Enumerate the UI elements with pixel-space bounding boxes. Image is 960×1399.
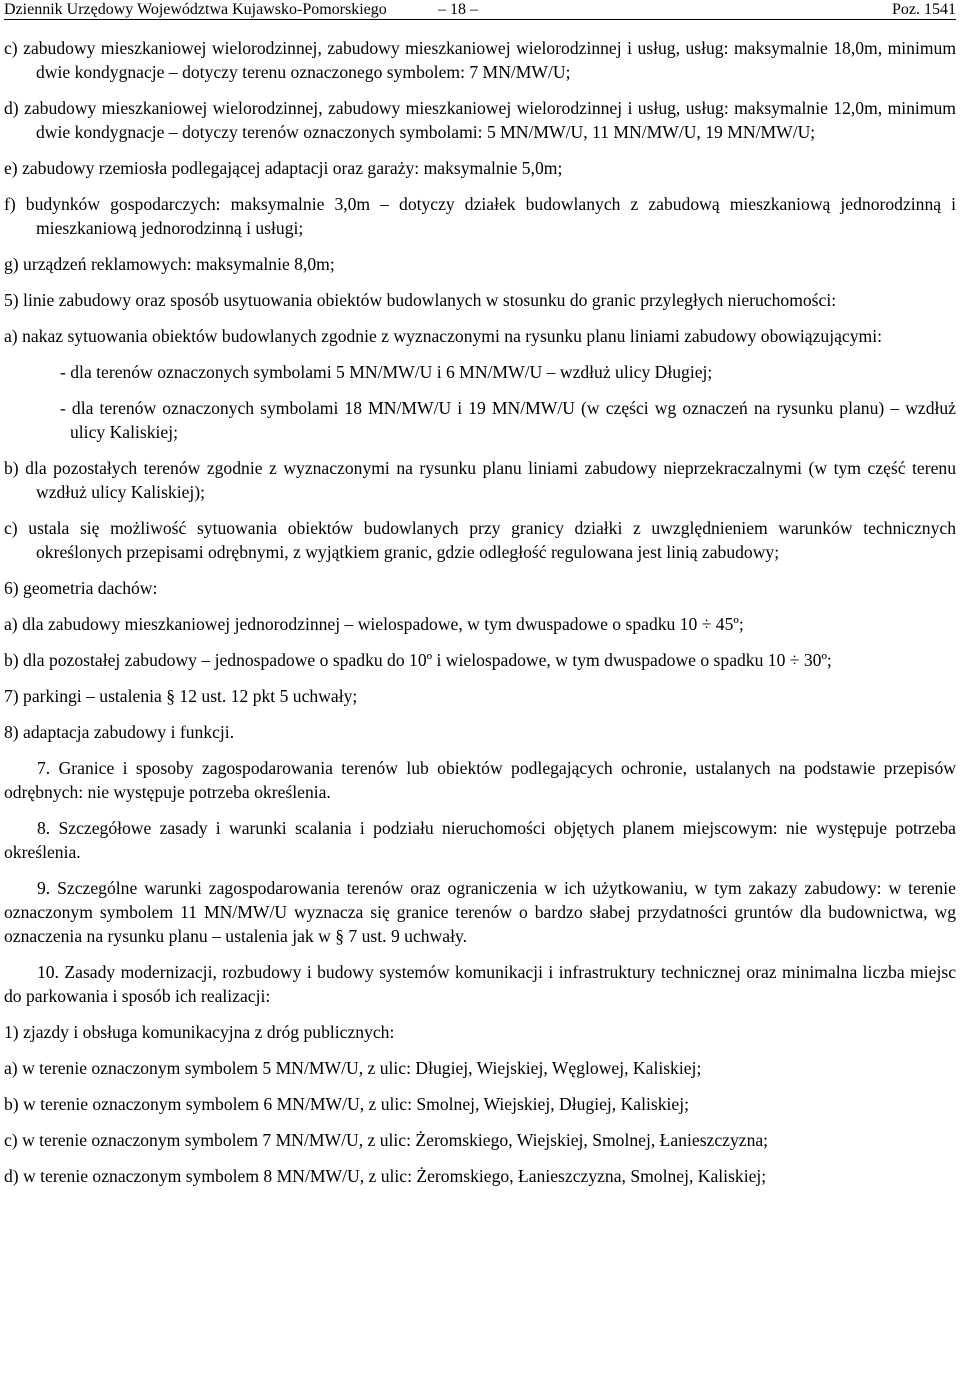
section-8-land-division: 8. Szczegółowe zasady i warunki scalania i podziału nieruchomości objętych planem miejscowym: nie występuje potrzeba określenia. xyxy=(4,818,956,862)
item-g-height: g) urządzeń reklamowych: maksymalnie 8,0m; xyxy=(4,254,335,274)
item-d-height: d) zabudowy mieszkaniowej wielorodzinnej, zabudowy mieszkaniowej wielorodzinnej i usług, usług: maksymalnie 12,0m, minimum dwie kondygnacje – dotyczy terenów oznaczonych symbolami: 5 MN/MW/U, 11 MN/MW/U, 19 MN/MW/U; xyxy=(4,98,956,142)
point-1-access: 1) zjazdy i obsługa komunikacyjna z dróg publicznych: xyxy=(4,1022,395,1042)
bullet-dluga-street: - dla terenów oznaczonych symbolami 5 MN/MW/U i 6 MN/MW/U – wzdłuż ulicy Długiej; xyxy=(60,362,713,382)
item-a-building-lines: a) nakaz sytuowania obiektów budowlanych zgodnie z wyznaczonymi na rysunku planu liniami zabudowy obowiązującymi: xyxy=(4,326,882,346)
section-9-restrictions: 9. Szczególne warunki zagospodarowania terenów oraz ograniczenia w ich użytkowaniu, w tym zakazy zabudowy: w terenie oznaczonym symbolem 11 MN/MW/U wyznacza się granice terenów o bardzo słabej przydatności gruntów dla budownictwa, wg oznaczenia na rysunku planu – ustalenia jak w § 7 ust. 9 uchwały. xyxy=(4,878,956,946)
document-body xyxy=(4,36,956,1200)
item-a-roofs: a) dla zabudowy mieszkaniowej jednorodzinnej – wielospadowe, w tym dwuspadowe o spadku 10 ÷ 45º; xyxy=(4,614,744,634)
header-rule xyxy=(4,19,956,20)
item-e-height: e) zabudowy rzemiosła podlegającej adaptacji oraz garaży: maksymalnie 5,0m; xyxy=(4,158,563,178)
page-number: – 18 – xyxy=(438,1,478,18)
item-b-access: b) w terenie oznaczonym symbolem 6 MN/MW/U, z ulic: Smolnej, Wiejskiej, Długiej, Kaliskiej; xyxy=(4,1094,689,1114)
journal-title: Dziennik Urzędowy Województwa Kujawsko-Pomorskiego xyxy=(4,1,387,18)
bullet-kaliska-street: - dla terenów oznaczonych symbolami 18 MN/MW/U i 19 MN/MW/U (w części wg oznaczeń na rysunku planu) – wzdłuż ulicy Kaliskiej; xyxy=(60,398,956,442)
item-a-access: a) w terenie oznaczonym symbolem 5 MN/MW/U, z ulic: Długiej, Wiejskiej, Węglowej, Kaliskiej; xyxy=(4,1058,702,1078)
point-8-adaptation: 8) adaptacja zabudowy i funkcji. xyxy=(4,722,235,742)
point-7-parking: 7) parkingi – ustalenia § 12 ust. 12 pkt 5 uchwały; xyxy=(4,686,358,706)
point-5-building-lines: 5) linie zabudowy oraz sposób usytuowania obiektów budowlanych w stosunku do granic przyległych nieruchomości: xyxy=(4,290,837,310)
section-10-infrastructure: 10. Zasady modernizacji, rozbudowy i budowy systemów komunikacji i infrastruktury technicznej oraz minimalna liczba miejsc do parkowania i sposób ich realizacji: xyxy=(4,962,956,1006)
point-6-roof-geometry: 6) geometria dachów: xyxy=(4,578,158,598)
section-7-protection: 7. Granice i sposoby zagospodarowania terenów lub obiektów podlegających ochronie, ustalanych na podstawie przepisów odrębnych: nie występuje potrzeba określenia. xyxy=(4,758,956,802)
position-number: Poz. 1541 xyxy=(892,1,956,18)
item-d-access: d) w terenie oznaczonym symbolem 8 MN/MW/U, z ulic: Żeromskiego, Łanieszczyzna, Smolnej, Kaliskiej; xyxy=(4,1166,767,1186)
item-f-height: f) budynków gospodarczych: maksymalnie 3,0m – dotyczy działek budowlanych z zabudową mieszkaniową jednorodzinną i mieszkaniową jednorodzinną i usługi; xyxy=(4,194,956,238)
item-b-building-lines: b) dla pozostałych terenów zgodnie z wyznaczonymi na rysunku planu liniami zabudowy nieprzekraczalnymi (w tym część terenu wzdłuż ulicy Kaliskiej); xyxy=(4,458,956,502)
item-c-height: c) zabudowy mieszkaniowej wielorodzinnej, zabudowy mieszkaniowej wielorodzinnej i usług, usług: maksymalnie 18,0m, minimum dwie kondygnacje – dotyczy terenu oznaczonego symbolem: 7 MN/MW/U; xyxy=(4,38,956,82)
item-c-building-lines: c) ustala się możliwość sytuowania obiektów budowlanych przy granicy działki z uwzględnieniem warunków technicznych określonych przepisami odrębnymi, z wyjątkiem granic, gdzie odległość regulowana jest linią zabudowy; xyxy=(4,518,956,562)
page-header xyxy=(4,0,956,20)
item-c-access: c) w terenie oznaczonym symbolem 7 MN/MW/U, z ulic: Żeromskiego, Wiejskiej, Smolnej, Łanieszczyzna; xyxy=(4,1130,769,1150)
item-b-roofs: b) dla pozostałej zabudowy – jednospadowe o spadku do 10º i wielospadowe, w tym dwuspadowe o spadku 10 ÷ 30º; xyxy=(4,650,832,670)
